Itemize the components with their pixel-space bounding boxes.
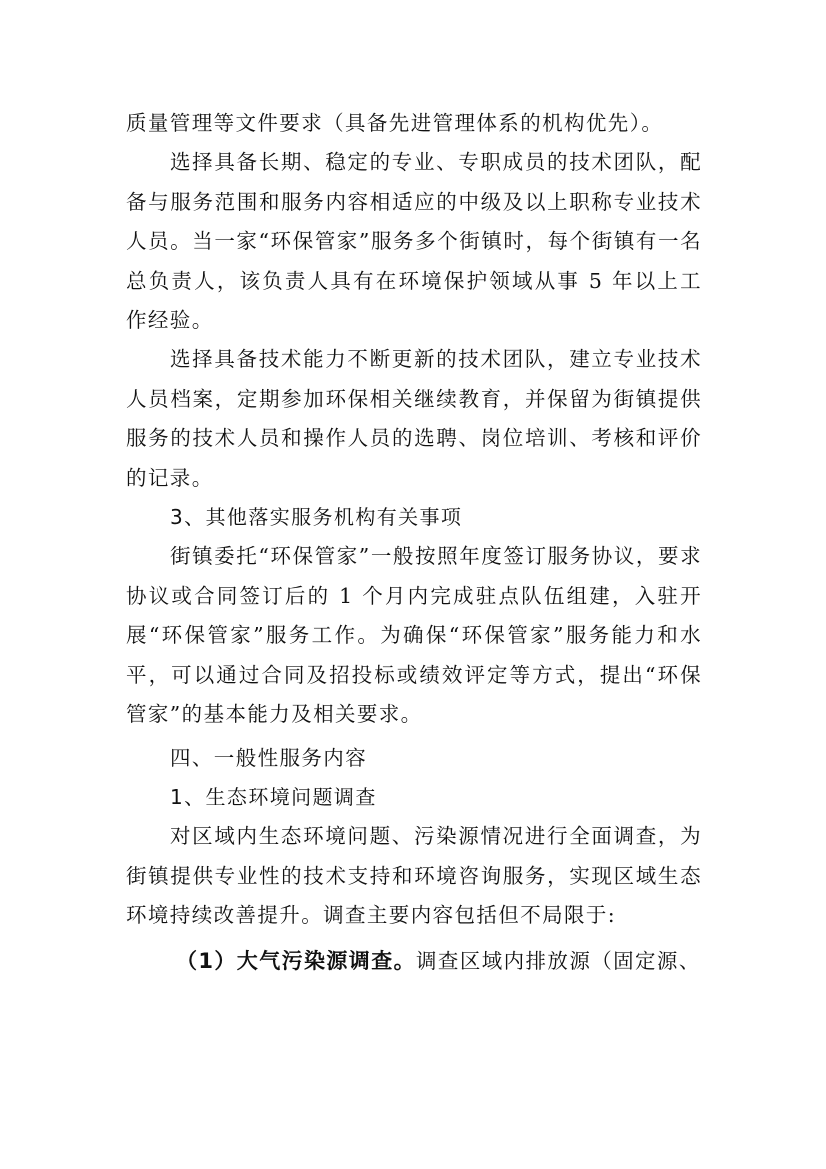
paragraph-team-update: 选择具备技术能力不断更新的技术团队，建立专业技术人员档案，定期参加环保相关继续教育，并保留为街镇提供服务的技术人员和操作人员的选聘、岗位培训、考核和评价的记录。 bbox=[126, 347, 702, 490]
air-pollution-text: 调查区域内排放源（固定源、 bbox=[416, 948, 701, 973]
subheading-environment-survey: 1、生态环境问题调查 bbox=[170, 784, 377, 809]
subheading-other-matters: 3、其他落实服务机构有关事项 bbox=[170, 505, 463, 530]
paragraph-service-agreement: 街镇委托“环保管家”一般按照年度签订服务协议，要求协议或合同签订后的 1 个月内完成驻点队伍组建，入驻开展“环保管家”服务工作。为确保“环保管家”服务能力和水平，可以通过合同及招投标或绩效评定等方式，提出“环保管家”的基本能力及相关要求。 bbox=[126, 544, 702, 727]
paragraph-technical-team: 选择具备长期、稳定的专业、专职成员的技术团队，配备与服务范围和服务内容相适应的中级及以上职称专业技术人员。当一家“环保管家”服务多个街镇时，每个街镇有一名总负责人，该负责人具有在环境保护领域从事 5 年以上工作经验。 bbox=[126, 150, 702, 333]
document-body bbox=[126, 104, 702, 981]
air-pollution-lead: （1）大气污染源调查。 bbox=[176, 948, 417, 973]
paragraph-air-pollution-survey bbox=[126, 942, 702, 981]
paragraph-survey-intro: 对区域内生态环境问题、污染源情况进行全面调查，为街镇提供专业性的技术支持和环境咨询服务，实现区域生态环境持续改善提升。调查主要内容包括但不局限于: bbox=[126, 824, 702, 928]
section-heading-general-services: 四、一般性服务内容 bbox=[170, 745, 368, 770]
paragraph-continuation: 质量管理等文件要求（具备先进管理体系的机构优先）。 bbox=[126, 111, 664, 135]
